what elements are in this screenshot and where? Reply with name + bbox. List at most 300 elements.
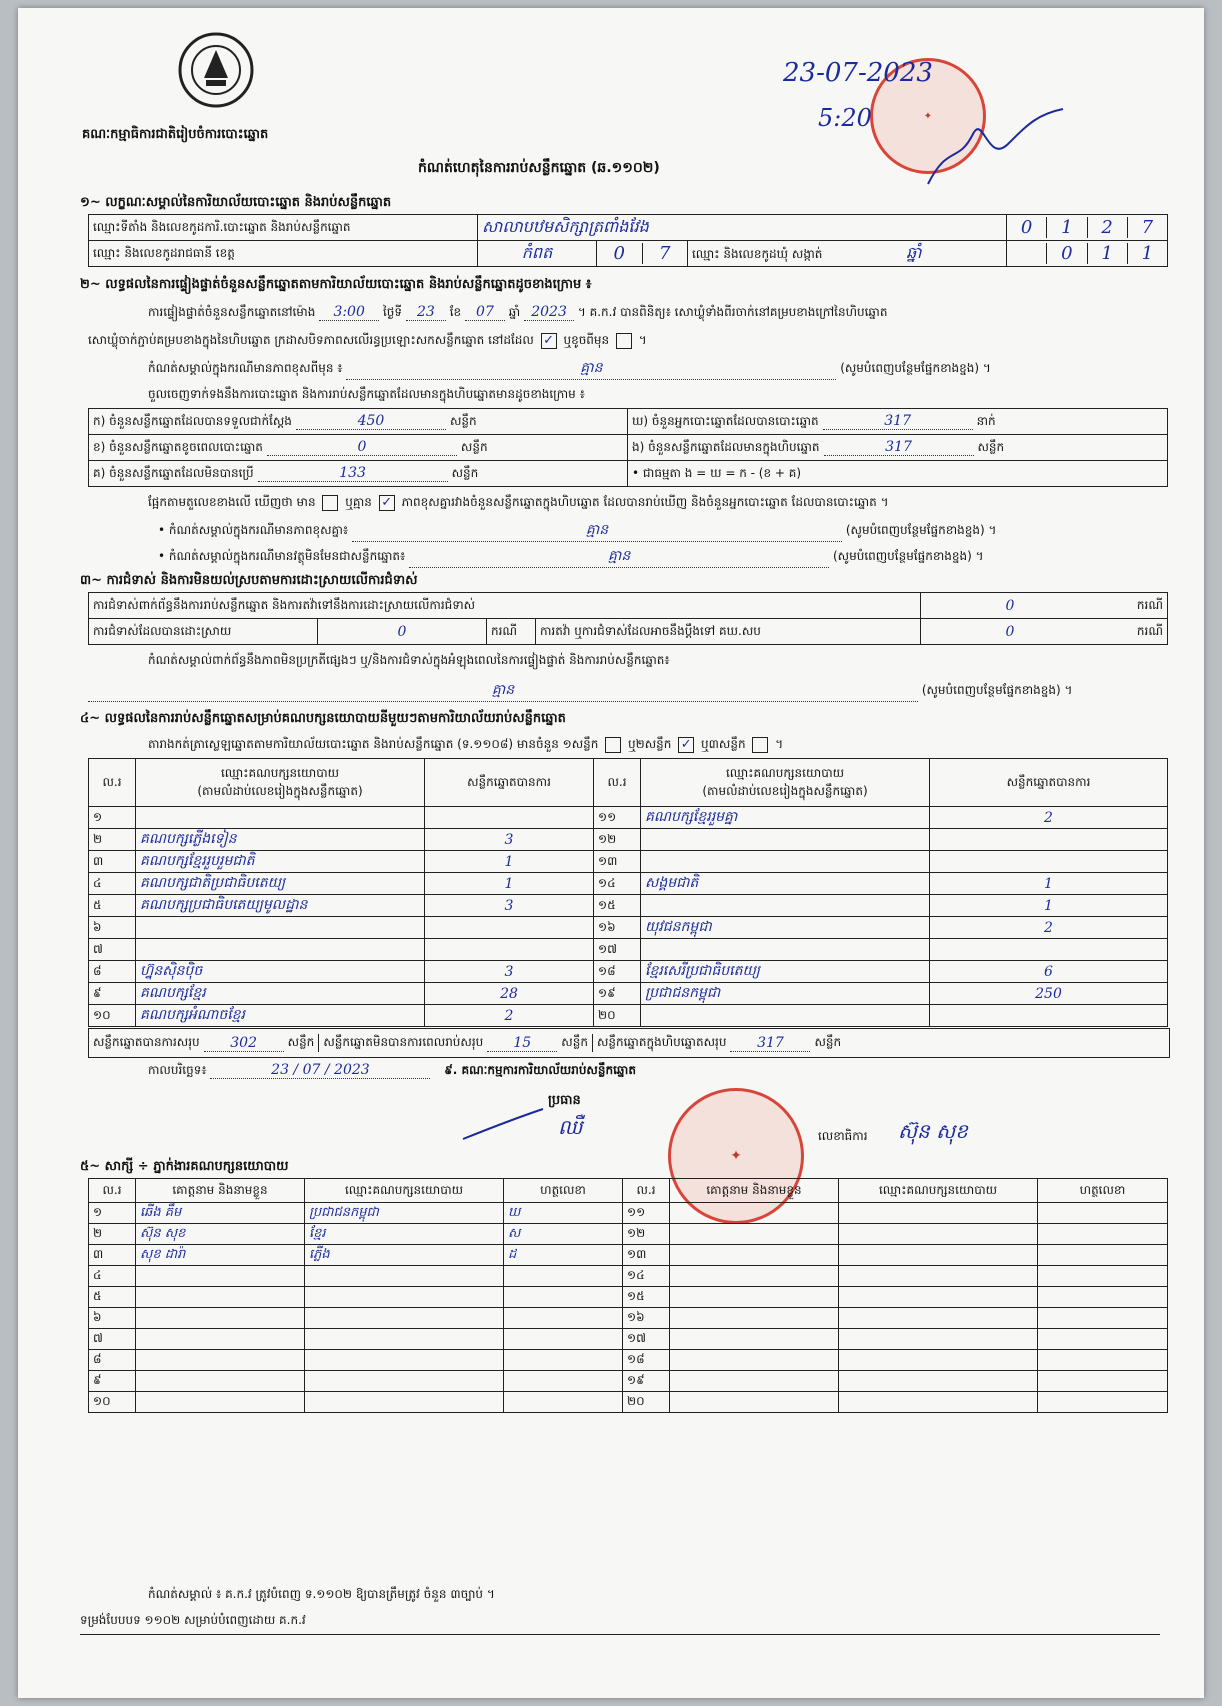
check-time-label: ការផ្ទៀងផ្ទាត់ចំនួនសន្លឹកឆ្នោតនៅម៉ោង (148, 305, 316, 319)
intact-checkbox[interactable]: ✓ (541, 333, 557, 349)
committee-label: ៩. គណៈកម្មការការិយាល័យរាប់សន្លឹកឆ្នោត (444, 1063, 636, 1077)
nga-unit: សន្លឹក (977, 439, 1005, 454)
valid-votes: 2 (930, 917, 1168, 939)
form-title: កំណត់ហេតុនៃការរាប់សន្លឹកឆ្នោត (ឆ.១១០២) (418, 160, 660, 176)
code-digit: 1 (1141, 243, 1154, 264)
row-no: ៧ (89, 939, 136, 961)
row-no: ២០ (623, 1392, 670, 1413)
diff-line-text: ភាពខុសគ្នារវាងចំនួនសន្លឹកឆ្នោតក្នុងហិបឆ្នោត ដែលបានរាប់ឃើញ និងចំនួនអ្នកបោះឆ្នោត ដែលបានបោះឆ្នោត ។ (401, 495, 889, 509)
row-no: ៧ (89, 1329, 136, 1350)
org-name: គណៈកម្មាធិការជាតិរៀបចំការបោះឆ្នោត (82, 127, 269, 142)
row-no: ៣ (89, 851, 136, 873)
witness-signature (504, 1329, 623, 1350)
table-row (89, 939, 1168, 961)
party-name: ប្រជាជនកម្ពុជា (641, 983, 930, 1005)
witness-name (670, 1308, 839, 1329)
check-line-1 (148, 304, 887, 322)
valid-votes (425, 939, 594, 961)
witness-signature (1038, 1308, 1168, 1329)
note1-label: កំណត់សម្គាល់ក្នុងករណីមានភាពខុសពីមុន ៖ (148, 361, 343, 375)
witness-party (305, 1371, 504, 1392)
row-no: ១២ (623, 1224, 670, 1245)
row-no: ៦ (89, 917, 136, 939)
row-no: ១៦ (594, 917, 641, 939)
col-no: ល.រ (594, 759, 641, 807)
table-row (89, 829, 1168, 851)
diff-note-line (158, 520, 996, 542)
witness-name (136, 1308, 305, 1329)
row-no: ៥ (89, 895, 136, 917)
check-line-2-text: សោឃ្លុំចាក់ភ្ជាប់គម្របខាងក្នុងនៃហិបឆ្នោត ក្រដាសបិទភាពសលើរន្ធប្រឡោះសកសន្លឹកឆ្នោត នៅដដែល (88, 333, 534, 347)
witness-signature (1038, 1245, 1168, 1266)
valid-votes: 3 (425, 961, 594, 983)
row-no: ៣ (89, 1245, 136, 1266)
date-label: កាលបរិច្ឆេទ៖ (148, 1063, 207, 1077)
valid-votes: 6 (930, 961, 1168, 983)
table-row (89, 1308, 1168, 1329)
gha-value: 317 (823, 413, 973, 430)
party-name: គណបក្សខ្មែររួបរួមជាតិ (136, 851, 425, 873)
witness-signature: ឃ (504, 1203, 623, 1224)
witness-name (136, 1266, 305, 1287)
party-name (136, 917, 425, 939)
kha-unit: សន្លឹក (460, 439, 488, 454)
section5-heading: ៥~ សាក្សី ÷ ភ្នាក់ងារគណបក្សនយោបាយ (80, 1159, 289, 1174)
committee-seal: ✦ (668, 1088, 804, 1224)
valid-votes: 28 (425, 983, 594, 1005)
case-unit: ករណី (1099, 593, 1168, 619)
party-name: ហ្វ៊ុនស៊ិនប៉ិច (136, 961, 425, 983)
row-no: ៩ (89, 983, 136, 1005)
witness-name (670, 1329, 839, 1350)
col-party: ឈ្មោះគណបក្សនយោបាយ (725, 765, 845, 780)
code-digit: 0 (1047, 243, 1087, 264)
total-box-unit: សន្លឹក (814, 1035, 842, 1049)
row-no: ១៩ (623, 1371, 670, 1392)
witness-signature (1038, 1266, 1168, 1287)
col-votes: សន្លឹកឆ្នោតបានការ (930, 759, 1168, 807)
stamp-date: 23-07-2023 (783, 58, 933, 88)
table-row (89, 873, 1168, 895)
location-label: ឈ្មោះទីតាំង និងលេខកូដការិ.បោះឆ្នោត និងរាប់សន្លឹកឆ្នោត (89, 215, 478, 241)
total-box-label: សន្លឹកឆ្នោតក្នុងហិបឆ្នោតសរុប (596, 1035, 727, 1049)
tally-two-label: ឬ២សន្លឹក (628, 737, 672, 751)
table-row (89, 895, 1168, 917)
s3-note-line (88, 680, 1072, 702)
party-name: សង្គមជាតិ (641, 873, 930, 895)
gha-unit: នាក់ (976, 413, 996, 428)
row-no: ១១ (594, 807, 641, 829)
row-no: ១ (89, 1203, 136, 1224)
nga-label: ង) ចំនួនសន្លឹកឆ្នោតដែលមានក្នុងហិបឆ្នោត (632, 439, 820, 454)
year-label: ឆ្នាំ (508, 305, 521, 319)
row-no: ១៨ (594, 961, 641, 983)
diff-line (148, 494, 889, 512)
ko-label: គ) ចំនួនសន្លឹកឆ្នោតដែលមិនបានប្រើ (93, 465, 254, 480)
table-row (89, 983, 1168, 1005)
tally-three-label: ឬ៣សន្លឹក (701, 737, 746, 751)
received-seal: ✦ (870, 58, 986, 174)
commune-value: ឆ្នាំ (906, 242, 922, 262)
witness-signature (1038, 1329, 1168, 1350)
valid-votes (425, 807, 594, 829)
table-row (89, 1005, 1168, 1027)
diff-has-checkbox[interactable] (322, 495, 338, 511)
total-invalid-unit: សន្លឹក (557, 1034, 593, 1052)
col-name: គោត្តនាម និងនាមខ្លួន (136, 1179, 305, 1203)
section1-table (88, 214, 1168, 267)
party-name (641, 1005, 930, 1027)
row-no: ១១ (623, 1203, 670, 1224)
witness-name (670, 1392, 839, 1413)
witness-signature: ស (504, 1224, 623, 1245)
row-no: ៤ (89, 1266, 136, 1287)
fill-hint: (សូមបំពេញបន្ថែមផ្នែកខាងខ្នង) ។ (832, 549, 984, 563)
witness-signature (504, 1350, 623, 1371)
witness-name (670, 1266, 839, 1287)
table-row (89, 917, 1168, 939)
table-row (89, 1392, 1168, 1413)
row-no: ១៧ (623, 1329, 670, 1350)
province-label: ឈ្មោះ និងលេខកូដរាជធានី ខេត្ត (89, 241, 478, 267)
code-digit: 2 (1088, 217, 1128, 238)
ko-unit: សន្លឹក (451, 465, 479, 480)
province-value: កំពត (478, 241, 597, 267)
witness-name: ឆើង គឹម (136, 1203, 305, 1224)
witness-party (305, 1392, 504, 1413)
row-no: ១៣ (623, 1245, 670, 1266)
party-name (641, 851, 930, 873)
objection-label: ការជំទាស់ពាក់ព័ន្ធនឹងការរាប់សន្លឹកឆ្នោត និងការតវ៉ាទៅនឹងការដោះស្រាយលើការជំទាស់ (89, 593, 921, 619)
check-time: 3:00 (319, 304, 379, 321)
witness-signature (1038, 1287, 1168, 1308)
table-row (89, 851, 1168, 873)
gha-label: ឃ) ចំនួនអ្នកបោះឆ្នោតដែលបានបោះឆ្នោត (632, 413, 819, 428)
s3-note-value: គ្មាន (88, 680, 918, 702)
col-party: ឈ្មោះគណបក្សនយោបាយ (305, 1179, 504, 1203)
footnote: កំណត់សម្គាល់ ៖ គ.ក.វ ត្រូវបំពេញ ទ.១១០២ ឱ្យបានត្រឹមត្រូវ ចំនួន ៣ច្បាប់ ។ (148, 1587, 495, 1601)
col-party-sub: (តាមលំដាប់លេខរៀងក្នុងសន្លឹកឆ្នោត) (197, 783, 363, 798)
section1-heading: ១~ លក្ខណៈសម្គាល់នៃការិយាល័យបោះឆ្នោត និងរាប់សន្លឹកឆ្នោត (80, 195, 392, 210)
witness-signature (504, 1308, 623, 1329)
table-row (89, 1224, 1168, 1245)
note1-line (148, 358, 991, 380)
witness-party (839, 1203, 1038, 1224)
section3-heading: ៣~ ការជំទាស់ និងការមិនយល់ស្របតាមការដោះស្រាយលើការជំទាស់ (80, 573, 418, 588)
witness-signature (504, 1266, 623, 1287)
total-valid: 302 (204, 1035, 284, 1052)
note1-value: គ្មាន (346, 358, 836, 380)
row-no: ១ (89, 807, 136, 829)
total-valid-label: សន្លឹកឆ្នោតបានការសរុប (93, 1035, 200, 1049)
table-row (89, 1203, 1168, 1224)
witness-party: ខ្មែរ (305, 1224, 504, 1245)
col-party: ឈ្មោះគណបក្សនយោបាយ (839, 1179, 1038, 1203)
row-no: ៦ (89, 1308, 136, 1329)
witness-party (305, 1350, 504, 1371)
table-row (89, 807, 1168, 829)
witness-name (136, 1287, 305, 1308)
valid-votes: 1 (930, 895, 1168, 917)
row-no: ១៤ (623, 1266, 670, 1287)
kha-value: 0 (267, 439, 457, 456)
party-name: យុវជនកម្ពុជា (641, 917, 930, 939)
witness-party (305, 1329, 504, 1350)
valid-votes: 3 (425, 829, 594, 851)
valid-votes: 250 (930, 983, 1168, 1005)
stamp-time: 5:20 (818, 104, 872, 132)
witness-signature (1038, 1371, 1168, 1392)
witness-party (305, 1308, 504, 1329)
row-no: ១៨ (623, 1350, 670, 1371)
diff-none-label: ឬគ្មាន (345, 495, 372, 509)
witness-party (839, 1287, 1038, 1308)
tally-three-checkbox[interactable] (752, 737, 768, 753)
row-no: ១២ (594, 829, 641, 851)
party-name (641, 829, 930, 851)
broken-checkbox[interactable] (616, 333, 632, 349)
table-row (89, 1266, 1168, 1287)
nga-value: 317 (824, 439, 974, 456)
row-no: ២ (89, 1224, 136, 1245)
section2-heading: ២~ លទ្ធផលនៃការផ្ទៀងផ្ទាត់ចំនួនសន្លឹកឆ្នោតតាមការិយាល័យបោះឆ្នោត និងរាប់សន្លឹកឆ្នោតដូចខាងក្រោម ៖ (80, 277, 592, 292)
party-name: គណបក្សខ្មែររួមគ្នា (641, 807, 930, 829)
party-name: គណបក្សប្រជាធិបតេយ្យមូលដ្ឋាន (136, 895, 425, 917)
resolved-label: ការជំទាស់ដែលបានដោះស្រាយ (89, 619, 318, 645)
tally-one-label: តារាងកត់ត្រាស្លេឡឆ្នោតតាមការិយាល័យបោះឆ្នោត និងរាប់សន្លឹកឆ្នោត (ទ.១១០៨) មានចំនួន ១សន្លឹក (148, 737, 599, 751)
valid-votes: 3 (425, 895, 594, 917)
date-value: 23 / 07 / 2023 (210, 1062, 430, 1079)
row-no: ១៩ (594, 983, 641, 1005)
code-digit: 0 (597, 243, 643, 264)
formula: • ជាធម្មតា ង = ឃ = ក - (ខ + គ) (628, 461, 1168, 487)
month-label: ខែ (449, 305, 462, 319)
party-name: គណបក្សខ្មែរ (136, 983, 425, 1005)
row-no: ៥ (89, 1287, 136, 1308)
valid-votes (930, 829, 1168, 851)
party-name: គណបក្សអំណាចខ្មែរ (136, 1005, 425, 1027)
chair-arrow-icon (458, 1104, 548, 1144)
total-invalid-label: សន្លឹកឆ្នោតមិនបានការពេលរាប់សរុប (323, 1035, 484, 1049)
appeal-label: ការតវ៉ា ឬការជំទាស់ដែលអាចនឹងប្តឹងទៅ គឃ.សប (536, 619, 921, 645)
witness-name (670, 1224, 839, 1245)
witness-name (136, 1329, 305, 1350)
party-votes-table (88, 758, 1168, 1027)
witness-party (839, 1224, 1038, 1245)
stamp-signature-icon (918, 104, 1068, 194)
row-no: ១៥ (594, 895, 641, 917)
resolved-value: 0 (318, 619, 487, 645)
check-line-1-rest: ។ គ.ក.វ បានពិនិត្យ៖ សោឃ្លុំទាំងពីរចាក់នៅគម្របខាងក្រៅនៃហិបឆ្នោត (577, 305, 888, 319)
witness-name: សុខ ដារ៉ា (136, 1245, 305, 1266)
check-line-2: សោឃ្លុំចាក់ភ្ជាប់គម្របខាងក្នុងនៃហិបឆ្នោត ក្រដាសបិទភាពសលើរន្ធប្រឡោះសកសន្លឹកឆ្នោត នៅដដែល ✓ ឬខូចពីមុន ។ (88, 332, 647, 348)
col-sign: ហត្ថលេខា (1038, 1179, 1168, 1203)
section4-heading: ៤~ លទ្ធផលនៃការរាប់សន្លឹកឆ្នោតសម្រាប់គណបក្សនយោបាយនីមួយៗតាមការិយាល័យរាប់សន្លឹកឆ្នោត (80, 711, 566, 726)
valid-votes: 1 (425, 873, 594, 895)
total-invalid: 15 (487, 1035, 557, 1052)
col-votes: សន្លឹកឆ្នោតបានការ (425, 759, 594, 807)
diff-none-checkbox[interactable]: ✓ (379, 495, 395, 511)
party-name: គណបក្សជាតិប្រជាធិបតេយ្យ (136, 873, 425, 895)
appeal-value: 0 (921, 619, 1100, 645)
valid-votes: 1 (425, 851, 594, 873)
witness-signature: ដ (504, 1245, 623, 1266)
check-day: 23 (406, 304, 446, 321)
party-name (641, 939, 930, 961)
witness-name (136, 1371, 305, 1392)
row-no: ១៤ (594, 873, 641, 895)
ka-unit: សន្លឹក (449, 413, 477, 428)
party-name (136, 939, 425, 961)
row-no: ១០ (89, 1005, 136, 1027)
count-table (88, 408, 1168, 487)
diff-has-label: ផ្អែកតាមតួលេខខាងលើ ឃើញថា មាន (148, 495, 316, 509)
tally-one-checkbox[interactable] (605, 737, 621, 753)
commune-code (1007, 243, 1167, 264)
code-digit: 1 (1047, 217, 1087, 238)
witness-table (88, 1178, 1168, 1413)
witness-name (136, 1392, 305, 1413)
total-valid-unit: សន្លឹក (284, 1034, 320, 1052)
witness-name (136, 1350, 305, 1371)
case-unit: ករណី (487, 619, 536, 645)
total-box: 317 (730, 1035, 810, 1052)
ko-value: 133 (258, 465, 448, 482)
col-name: គោត្តនាម និងនាមខ្លួន (670, 1179, 839, 1203)
witness-name: ស៊ុន សុខ (136, 1224, 305, 1245)
obj-note-label: • កំណត់សម្គាល់ក្នុងករណីមានវត្ថុមិនមែនជាសន្លឹកឆ្នោត៖ (158, 549, 406, 563)
witness-signature (1038, 1350, 1168, 1371)
witness-name (670, 1350, 839, 1371)
witness-party (839, 1266, 1038, 1287)
row-no: ១៦ (623, 1308, 670, 1329)
row-no: ១៧ (594, 939, 641, 961)
witness-party (839, 1371, 1038, 1392)
day-label: ថ្ងៃទី (383, 305, 403, 319)
row-no: ៨ (89, 961, 136, 983)
fill-hint: (សូមបំពេញបន្ថែមផ្នែកខាងខ្នង) ។ (840, 361, 991, 375)
check-year: 2023 (524, 304, 574, 321)
fill-hint: (សូមបំពេញបន្ថែមផ្នែកខាងខ្នង) ។ (845, 523, 997, 537)
witness-party (839, 1350, 1038, 1371)
obj-note-line (158, 546, 984, 568)
code-digit: 7 (659, 243, 671, 264)
kha-label: ខ) ចំនួនសន្លឹកឆ្នោតខូចពេលបោះឆ្នោត (93, 439, 263, 454)
code-digit: 0 (1007, 217, 1047, 238)
witness-signature (1038, 1224, 1168, 1245)
witness-party (839, 1308, 1038, 1329)
tally-sheet-line: តារាងកត់ត្រាស្លេឡឆ្នោតតាមការិយាល័យបោះឆ្នោត និងរាប់សន្លឹកឆ្នោត (ទ.១១០៨) មានចំនួន ១សន្លឹក ឬ២សន្លឹក ✓ ឬ៣សន្លឹក ។ (148, 736, 784, 752)
row-no: ១៣ (594, 851, 641, 873)
secretary-label: លេខាធិការ (818, 1129, 868, 1143)
row-no: ១០ (89, 1392, 136, 1413)
table-row (89, 1371, 1168, 1392)
witness-party (839, 1245, 1038, 1266)
ballot-count-form (18, 8, 1204, 1698)
witness-signature (504, 1392, 623, 1413)
col-party: ឈ្មោះគណបក្សនយោបាយ (220, 765, 340, 780)
col-party-sub: (តាមលំដាប់លេខរៀងក្នុងសន្លឹកឆ្នោត) (702, 783, 868, 798)
totals-row (88, 1028, 1170, 1058)
secretary-signature: ស៊ុន សុខ (898, 1119, 968, 1143)
s3-note-label: កំណត់សម្គាល់ពាក់ព័ន្ធនឹងភាពមិនប្រក្រតីផ្សេងៗ ឬ/និងការជំទាស់ក្នុងអំឡុងពេលនៃការផ្ទៀងផ្ទាត់ និងការរាប់សន្លឹកឆ្នោត៖ (148, 653, 670, 667)
chair-signature: ឈឺ (558, 1115, 583, 1139)
col-no: ល.រ (623, 1179, 670, 1203)
objection-table (88, 592, 1168, 645)
location-code (1007, 217, 1167, 238)
col-sign: ហត្ថលេខា (504, 1179, 623, 1203)
witness-signature (1038, 1392, 1168, 1413)
table-row (89, 1350, 1168, 1371)
diff-note-label: • កំណត់សម្គាល់ក្នុងករណីមានភាពខុសគ្នា៖ (158, 523, 349, 537)
party-name: ខ្មែរសេរីប្រជាធិបតេយ្យ (641, 961, 930, 983)
table-row (89, 961, 1168, 983)
location-value: សាលាបឋមសិក្សាត្រពាំងវែង (478, 215, 1007, 241)
witness-name (670, 1287, 839, 1308)
form-note: ទម្រង់បែបបទ ១១០២ សម្រាប់បំពេញដោយ គ.ក.វ (80, 1612, 1160, 1635)
row-no: ៩ (89, 1371, 136, 1392)
witness-party (839, 1329, 1038, 1350)
row-no: ៤ (89, 873, 136, 895)
broken-label: ឬខូចពីមុន (563, 333, 610, 347)
count-intro: ចួលចេញទាក់ទងនឹងការបោះឆ្នោត និងការរាប់សន្លឹកឆ្នោតដែលមានក្នុងហិបឆ្នោតមានដូចខាងក្រោម ៖ (148, 387, 585, 401)
witness-party (305, 1287, 504, 1308)
party-name (641, 895, 930, 917)
col-no: ល.រ (89, 759, 136, 807)
party-name (136, 807, 425, 829)
valid-votes (425, 917, 594, 939)
ka-value: 450 (296, 413, 446, 430)
valid-votes: 2 (425, 1005, 594, 1027)
chair-label: ប្រធាន (548, 1093, 581, 1108)
valid-votes (930, 851, 1168, 873)
witness-party: ប្រជាជនកម្ពុជា (305, 1203, 504, 1224)
valid-votes: 1 (930, 873, 1168, 895)
table-row (89, 1287, 1168, 1308)
witness-party (839, 1392, 1038, 1413)
table-row (89, 1245, 1168, 1266)
row-no: ៨ (89, 1350, 136, 1371)
witness-signature (504, 1371, 623, 1392)
valid-votes: 2 (930, 807, 1168, 829)
emblem-logo-icon (176, 30, 256, 110)
witness-name (670, 1371, 839, 1392)
col-no: ល.រ (89, 1179, 136, 1203)
valid-votes (930, 939, 1168, 961)
witness-party (305, 1266, 504, 1287)
row-no: ១៥ (623, 1287, 670, 1308)
diff-note-value: គ្មាន (352, 520, 842, 542)
fill-hint: (សូមបំពេញបន្ថែមផ្នែកខាងខ្នង) ។ (921, 683, 1073, 697)
code-digit: 1 (1088, 243, 1128, 264)
code-digit: 7 (1141, 217, 1154, 238)
ka-label: ក) ចំនួនសន្លឹកឆ្នោតដែលបានទទួលជាក់ស្តែង (93, 413, 292, 428)
objection-value: 0 (921, 593, 1100, 619)
case-unit: ករណី (1099, 619, 1168, 645)
valid-votes (930, 1005, 1168, 1027)
tally-two-checkbox[interactable]: ✓ (678, 737, 694, 753)
table-row (89, 1329, 1168, 1350)
row-no: ២០ (594, 1005, 641, 1027)
witness-signature (504, 1287, 623, 1308)
check-month: 07 (465, 304, 505, 321)
witness-name (670, 1203, 839, 1224)
commune-label: ឈ្មោះ និងលេខកូដឃុំ សង្កាត់ (692, 246, 823, 261)
party-name: គណបក្សភ្លើងទៀន (136, 829, 425, 851)
witness-signature (1038, 1203, 1168, 1224)
obj-note-value: គ្មាន (409, 546, 829, 568)
witness-party: ភ្លើង (305, 1245, 504, 1266)
